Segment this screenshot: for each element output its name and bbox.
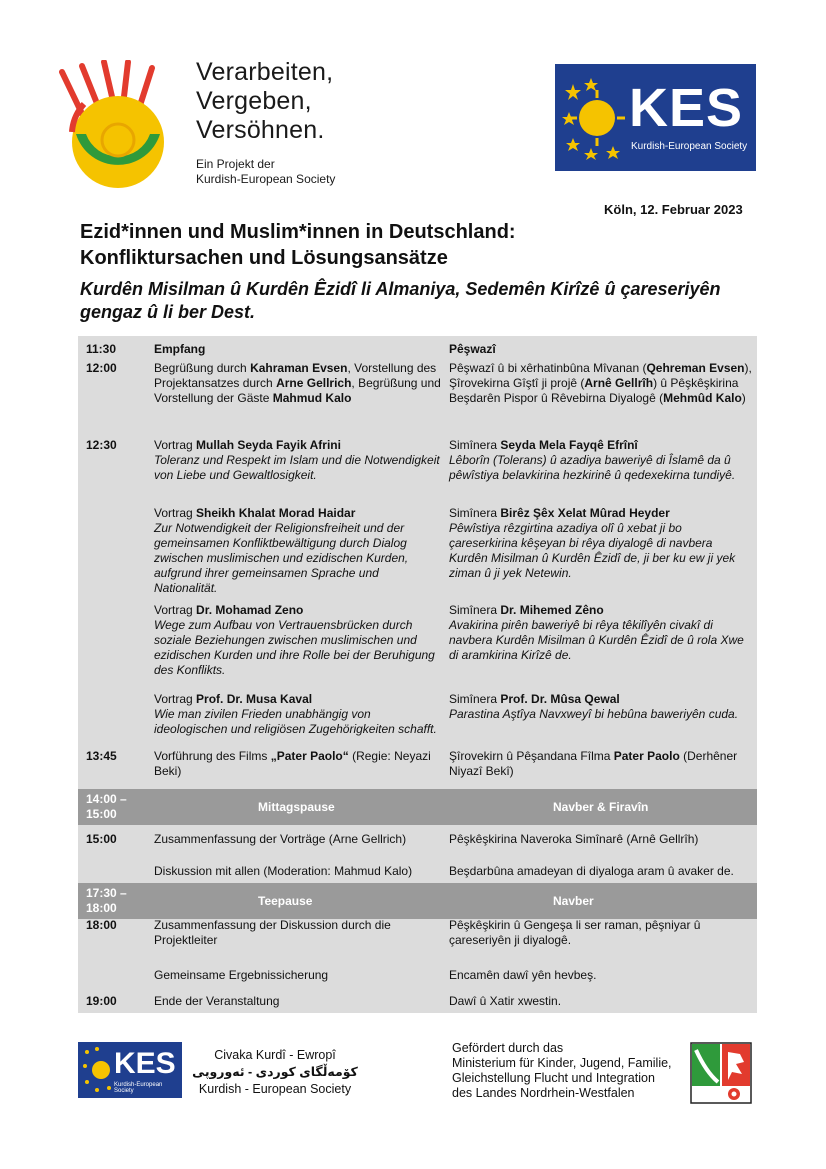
project-title-line: Versöhnen. [196,116,325,144]
title-line: Konfliktursachen und Lösungsansätze [80,247,448,269]
title-line: Ezid*innen und Muslim*innen in Deutschland: [80,221,516,243]
kes-subtitle: Kurdish-European Society [631,141,748,152]
row-time: 12:30 [86,438,117,452]
project-title-line: Vergeben, [196,87,312,115]
row-ku: Şîrovekirn û Pêşandana Fîlma Pater Paolo (Derhêner Niyazî Bekî) [449,749,738,778]
break-band [78,789,757,825]
project-sun-logo [58,60,176,190]
kes-logo-footer [78,1042,182,1098]
break-band [78,883,757,919]
row-de: Zusammenfassung der Diskussion durch die Projektleiter [154,918,391,947]
title-german [80,219,740,271]
program-table [78,336,757,1013]
footer-organisation [190,1047,360,1098]
row-de: Begrüßung durch Kahraman Evsen, Vorstellung des Projektansatzes durch Arne Gellrich, Begrüßung und Vorstellung der Gäste Mahmud Kalo [154,361,441,405]
sponsor-note [452,1041,692,1101]
row-de: Vortrag Mullah Seyda Fayik Afrini Toleranz und Respekt im Islam und die Notwendigkeit von Liebe und Gewaltlosigkeit. [154,438,440,482]
org-name-english: Kurdish - European Society [198,1082,352,1096]
kes-subtitle: Kurdish-European Society [114,1082,163,1094]
break-ku: Navber [553,894,594,908]
row-ku: Beşdarbûna amadeyan di diyaloga aram û avaker de. [449,864,734,878]
row-time: 11:30 [86,342,117,356]
nrw-coat-of-arms-icon [690,1042,752,1104]
sponsor-line: Gleichstellung Flucht und Integration [452,1071,655,1085]
row-de: Vortrag Prof. Dr. Musa Kaval Wie man zivilen Frieden unabhängig von ideologischen und religiösen Zugehörigkeiten schafft. [154,692,437,736]
event-date: Köln, 12. Februar 2023 [604,202,743,217]
row-de: Ende der Veranstaltung [154,994,280,1008]
row-time: 12:00 [86,361,117,375]
row-ku: Dawî û Xatir xwestin. [449,994,562,1008]
row-time: 15:00 [86,832,117,846]
title-line: Kurdên Misilman û Kurdên Êzidî li Almaniya, Sedemên Kirîzê û çareseriyên [80,279,721,299]
row-time: 13:45 [86,749,117,763]
title-kurdish [80,278,750,324]
project-subtitle: Kurdish-European Society [196,172,336,186]
sun-stars-icon [81,1046,113,1094]
row-ku: Simînera Prof. Dr. Mûsa Qewal Parastina Aştîya Navxweyî bi hebûna baweriyên cuda. [449,692,739,721]
project-title-line: Verarbeiten, [196,58,334,86]
row-time: 18:00 [86,918,117,932]
row-ku: Simînera Seyda Mela Fayqê Efrînî Lêborîn (Tolerans) û azadiya baweriyê di Îslamê da û pêwîstiya belavkirina hezkirinê û qedexekirna tundiyê. [449,438,736,482]
org-name-kurdish: Civaka Kurdî - Ewropî [214,1048,336,1062]
row-de: Vortrag Dr. Mohamad Zeno Wege zum Aufbau von Vertrauensbrücken durch soziale Beziehungen zwischen muslimischen und ezidischen Kurden und ihre Rolle bei der Beruhigung des Konflikts. [154,603,435,677]
row-time: 19:00 [86,994,117,1008]
sponsor-line: Ministerium für Kinder, Jugend, Familie, [452,1056,672,1070]
row-ku: Simînera Birêz Şêx Xelat Mûrad Heyder Pêwîstiya rêzgirtina azadiya olî û xebat ji bo çareserkirina kêşeyan bi rêya diyalogê di navbera Kurdên Misilman û Kurdên Êzidî de, ji ber ku ew ji yek ziman û ji yek Netewin. [449,506,736,580]
row-ku: Pêşkêşkirin û Gengeşa li ser raman, pêşniyar û çareseriyên ji diyalogê. [449,918,701,947]
sponsor-line: des Landes Nordrhein-Westfalen [452,1086,635,1100]
kes-wordmark: KES [114,1047,176,1080]
project-subtitle: Ein Projekt der [196,157,275,171]
kes-logo [555,64,756,171]
org-name-sorani: کۆمەڵگای کوردی - ئەوروپی [192,1065,358,1079]
row-de: Zusammenfassung der Vorträge (Arne Gellrich) [154,832,407,846]
row-ku: Pêşwazî [449,342,496,356]
row-de: Vortrag Sheikh Khalat Morad Haidar Zur Notwendigkeit der Religionsfreiheit und der gemeinsamen Konfliktbewältigung durch Dialog zwischen muslimischen und ezidischen Kurden, aufgrund ihrer gemeinsamen Sprache und Nationalität. [154,506,409,595]
row-ku: Simînera Dr. Mihemed Zêno Avakirina pirên baweriyê bi rêya têkilîyên civakî di navbera Kurdên Misilman û Kurdên Êzidî de û rola Xwe di aramkirina Kirîzê de. [449,603,744,662]
kes-wordmark: KES [629,78,744,138]
row-ku: Pêşkêşkirina Naveroka Simînarê (Arnê Gellrîh) [449,832,699,846]
sponsor-line: Gefördert durch das [452,1041,564,1055]
row-de: Empfang [154,342,206,356]
project-title-block [196,58,335,187]
break-de: Teepause [258,894,313,908]
break-time: 14:00 – 15:00 [86,792,127,821]
row-de: Gemeinsame Ergebnissicherung [154,968,329,982]
row-ku: Encamên dawî yên hevbeş. [449,968,597,982]
break-time: 17:30 – 18:00 [86,886,127,915]
row-ku: Pêşwazî û bi xêrhatinbûna Mîvanan (Qehreman Evsen), Şîrovekirna Gîştî ji projê (Arnê Gellrîh) û Pêşkêşkirina Beşdarên Pispor û Rêvebirna Diyalogê (Mehmûd Kalo) [449,361,752,405]
row-de: Vorführung des Films „Pater Paolo“ (Regie: Neyazi Beki) [154,749,431,778]
title-line: gengaz û li ber Dest. [80,302,256,322]
sun-stars-icon [561,76,625,160]
break-de: Mittagspause [258,800,335,814]
row-de: Diskussion mit allen (Moderation: Mahmud Kalo) [154,864,413,878]
break-ku: Navber & Firavîn [553,800,649,814]
